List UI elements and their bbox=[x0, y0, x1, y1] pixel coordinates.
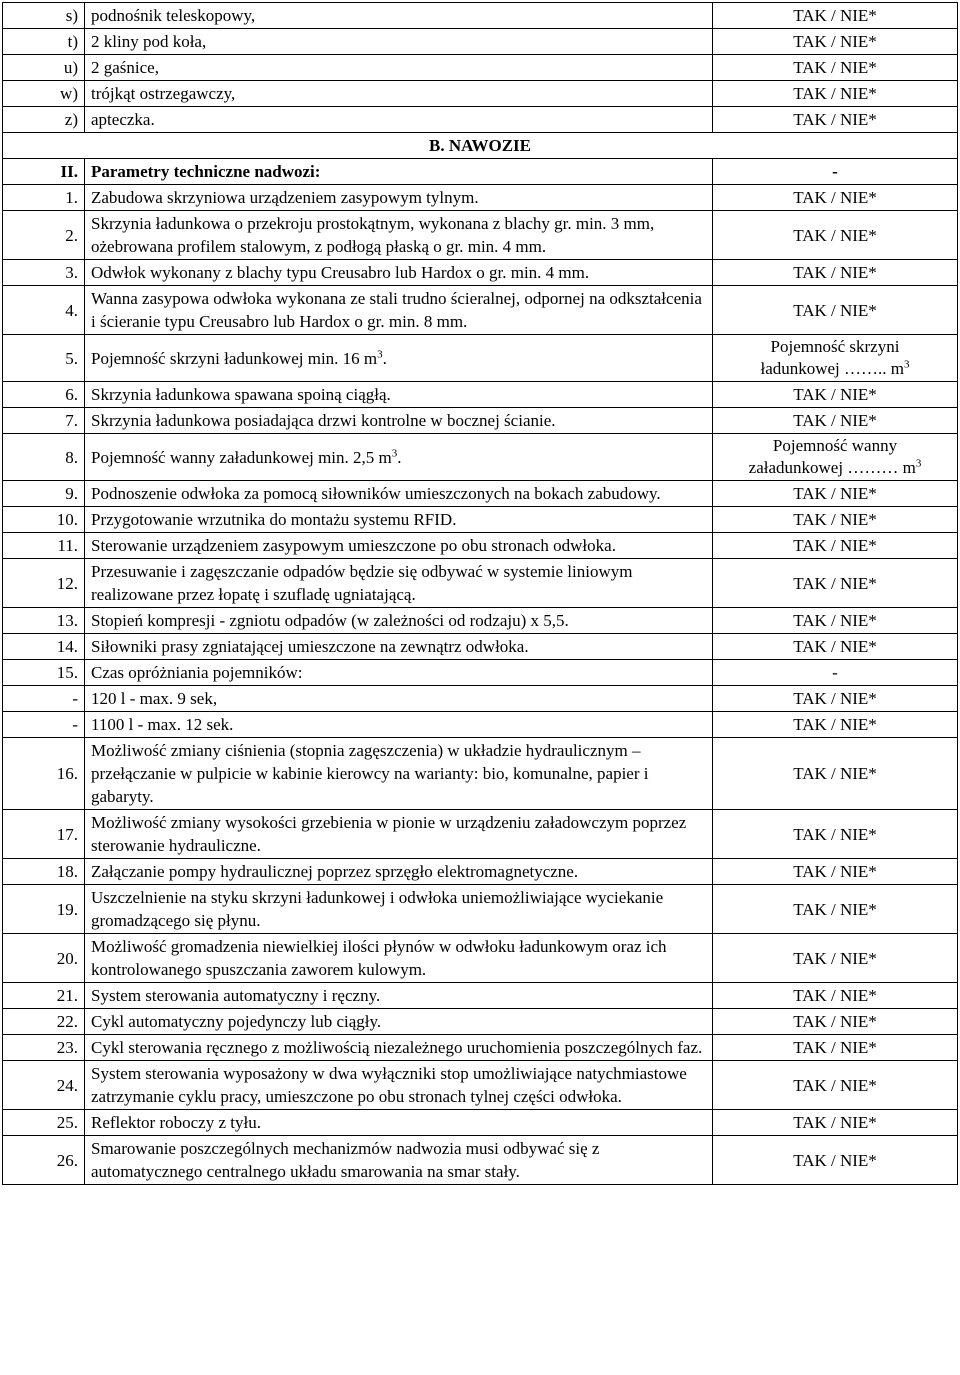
item-description-text: Cykl sterowania ręcznego z możliwością niezależnego uruchomienia poszczególnych faz. bbox=[91, 1038, 703, 1057]
table-row bbox=[3, 211, 958, 260]
item-description bbox=[85, 885, 713, 934]
item-answer: - bbox=[713, 660, 958, 686]
item-number: 20. bbox=[3, 934, 85, 983]
item-number: 9. bbox=[3, 481, 85, 507]
table-row bbox=[3, 686, 958, 712]
item-description-text: trójkąt ostrzegawczy, bbox=[91, 84, 236, 103]
item-description-text: Skrzynia ładunkowa spawana spoiną ciągłą. bbox=[91, 385, 391, 404]
specification-table bbox=[2, 2, 958, 1185]
item-description-text: Możliwość zmiany ciśnienia (stopnia zagęszczenia) w układzie hydraulicznym – przełączanie w pulpicie w kabinie kierowcy na warianty: bio, komunalne, papier i gabaryty. bbox=[91, 741, 649, 806]
table-row bbox=[3, 335, 958, 382]
answer-superscript: 3 bbox=[915, 457, 922, 470]
item-answer: TAK / NIE* bbox=[713, 686, 958, 712]
item-number: 18. bbox=[3, 859, 85, 885]
item-description-text: Sterowanie urządzeniem zasypowym umieszczone po obu stronach odwłoka. bbox=[91, 536, 616, 555]
item-description-text: Pojemność wanny załadunkowej min. 2,5 m bbox=[91, 447, 392, 467]
item-description bbox=[85, 1061, 713, 1110]
item-description bbox=[85, 934, 713, 983]
table-row bbox=[3, 507, 958, 533]
table-row bbox=[3, 81, 958, 107]
item-answer: TAK / NIE* bbox=[713, 1136, 958, 1185]
item-description-text: Parametry techniczne nadwozi: bbox=[91, 162, 321, 181]
table-row bbox=[3, 3, 958, 29]
item-number: 12. bbox=[3, 559, 85, 608]
item-answer: TAK / NIE* bbox=[713, 211, 958, 260]
item-answer: TAK / NIE* bbox=[713, 712, 958, 738]
item-description bbox=[85, 507, 713, 533]
item-answer: TAK / NIE* bbox=[713, 1035, 958, 1061]
item-description bbox=[85, 434, 713, 481]
table-row bbox=[3, 1009, 958, 1035]
item-number: 26. bbox=[3, 1136, 85, 1185]
item-description bbox=[85, 382, 713, 408]
item-number: 10. bbox=[3, 507, 85, 533]
item-description-text: Wanna zasypowa odwłoka wykonana ze stali trudno ścieralnej, odpornej na odkształcenia i ścieranie typu Creusabro lub Hardox o gr. min. 8 mm. bbox=[91, 289, 702, 331]
table-row bbox=[3, 738, 958, 810]
item-description-text: Siłowniki prasy zgniatającej umieszczone na zewnątrz odwłoka. bbox=[91, 637, 529, 656]
table-row bbox=[3, 934, 958, 983]
table-row bbox=[3, 660, 958, 686]
item-answer: TAK / NIE* bbox=[713, 3, 958, 29]
item-description bbox=[85, 1136, 713, 1185]
item-answer: TAK / NIE* bbox=[713, 185, 958, 211]
item-description-text: Reflektor roboczy z tyłu. bbox=[91, 1113, 261, 1132]
table-row bbox=[3, 286, 958, 335]
answer-line-2-text: ładunkowej …….. m bbox=[760, 359, 905, 378]
item-answer: TAK / NIE* bbox=[713, 810, 958, 859]
item-answer: TAK / NIE* bbox=[713, 481, 958, 507]
answer-line-2-text: załadunkowej ……… m bbox=[748, 458, 916, 477]
item-description-text: podnośnik teleskopowy, bbox=[91, 6, 256, 25]
item-answer: TAK / NIE* bbox=[713, 885, 958, 934]
item-description bbox=[85, 686, 713, 712]
table-row bbox=[3, 608, 958, 634]
table-row bbox=[3, 382, 958, 408]
item-number: 16. bbox=[3, 738, 85, 810]
item-answer: TAK / NIE* bbox=[713, 1110, 958, 1136]
answer-superscript: 3 bbox=[904, 358, 910, 371]
item-number: 24. bbox=[3, 1061, 85, 1110]
table-row bbox=[3, 533, 958, 559]
item-answer: TAK / NIE* bbox=[713, 608, 958, 634]
item-number: 8. bbox=[3, 434, 85, 481]
item-description bbox=[85, 859, 713, 885]
item-description-text: 120 l - max. 9 sek, bbox=[91, 689, 218, 708]
item-description bbox=[85, 481, 713, 507]
item-description bbox=[85, 1035, 713, 1061]
item-description-text: 2 kliny pod koła, bbox=[91, 32, 207, 51]
item-description bbox=[85, 29, 713, 55]
item-description-superscript: 3 bbox=[391, 446, 398, 459]
item-description-text: 2 gaśnice, bbox=[91, 58, 159, 77]
item-answer: TAK / NIE* bbox=[713, 260, 958, 286]
item-number: - bbox=[3, 686, 85, 712]
item-description bbox=[85, 533, 713, 559]
item-description bbox=[85, 55, 713, 81]
answer-line-2 bbox=[719, 457, 951, 479]
item-number: 1. bbox=[3, 185, 85, 211]
specification-table-body bbox=[3, 3, 958, 1185]
item-number: 2. bbox=[3, 211, 85, 260]
item-description bbox=[85, 286, 713, 335]
table-row bbox=[3, 1110, 958, 1136]
item-number: 13. bbox=[3, 608, 85, 634]
item-number: 19. bbox=[3, 885, 85, 934]
item-description-superscript: 3 bbox=[377, 347, 383, 360]
item-description-text: System sterowania wyposażony w dwa wyłączniki stop umożliwiające natychmiastowe zatrzymanie cyklu pracy, umieszczone po obu stronach tylnej części odwłoka. bbox=[91, 1064, 687, 1106]
item-answer: TAK / NIE* bbox=[713, 29, 958, 55]
item-number: II. bbox=[3, 159, 85, 185]
item-description-text: Skrzynia ładunkowa posiadająca drzwi kontrolne w bocznej ścianie. bbox=[91, 411, 556, 430]
item-description-text: System sterowania automatyczny i ręczny. bbox=[91, 986, 381, 1005]
item-description-text: Przygotowanie wrzutnika do montażu systemu RFID. bbox=[91, 510, 457, 529]
answer-line-2 bbox=[719, 358, 951, 380]
item-description-text: Możliwość zmiany wysokości grzebienia w pionie w urządzeniu załadowczym poprzez sterowanie hydrauliczne. bbox=[91, 813, 687, 855]
item-description-text: Smarowanie poszczególnych mechanizmów nadwozia musi odbywać się z automatycznego centralnego układu smarowania na smar stały. bbox=[91, 1139, 600, 1181]
table-row bbox=[3, 481, 958, 507]
item-description-text: Podnoszenie odwłoka za pomocą siłowników umieszczonych na bokach zabudowy. bbox=[91, 484, 661, 503]
item-answer: TAK / NIE* bbox=[713, 738, 958, 810]
item-description bbox=[85, 335, 713, 382]
item-number: 6. bbox=[3, 382, 85, 408]
item-answer: TAK / NIE* bbox=[713, 81, 958, 107]
item-description-tail: . bbox=[382, 348, 387, 368]
item-answer bbox=[713, 434, 958, 481]
item-description-text: 1100 l - max. 12 sek. bbox=[91, 715, 234, 734]
answer-line-1: Pojemność skrzyni bbox=[770, 337, 900, 356]
item-answer: TAK / NIE* bbox=[713, 382, 958, 408]
item-number: 3. bbox=[3, 260, 85, 286]
item-description bbox=[85, 107, 713, 133]
item-description-text: Czas opróżniania pojemników: bbox=[91, 663, 303, 682]
item-description bbox=[85, 810, 713, 859]
item-answer: TAK / NIE* bbox=[713, 533, 958, 559]
item-answer: TAK / NIE* bbox=[713, 408, 958, 434]
item-number: t) bbox=[3, 29, 85, 55]
item-answer: TAK / NIE* bbox=[713, 559, 958, 608]
item-description-text: Cykl automatyczny pojedynczy lub ciągły. bbox=[91, 1012, 382, 1031]
item-description-text: Stopień kompresji - zgniotu odpadów (w zależności od rodzaju) x 5,5. bbox=[91, 611, 569, 630]
item-answer: TAK / NIE* bbox=[713, 1009, 958, 1035]
item-number: 17. bbox=[3, 810, 85, 859]
table-row bbox=[3, 133, 958, 159]
answer-line-1: Pojemność wanny bbox=[772, 436, 898, 455]
table-row bbox=[3, 55, 958, 81]
table-row bbox=[3, 859, 958, 885]
item-description-tail: . bbox=[397, 447, 402, 467]
table-row bbox=[3, 634, 958, 660]
item-description bbox=[85, 634, 713, 660]
item-description-text: Zabudowa skrzyniowa urządzeniem zasypowym tylnym. bbox=[91, 188, 479, 207]
item-description-text: Skrzynia ładunkowa o przekroju prostokątnym, wykonana z blachy gr. min. 3 mm, ożebrowana profilem stalowym, z podłogą płaską o gr. min. 4 mm. bbox=[91, 214, 655, 256]
item-description-text: Przesuwanie i zagęszczanie odpadów będzie się odbywać w systemie liniowym realizowane przez łopatę i szufladę ugniatającą. bbox=[91, 562, 633, 604]
item-description-text: Możliwość gromadzenia niewielkiej ilości płynów w odwłoku ładunkowym oraz ich kontrolowanego spuszczania zaworem kulowym. bbox=[91, 937, 667, 979]
table-row bbox=[3, 1061, 958, 1110]
item-number: 7. bbox=[3, 408, 85, 434]
item-number: 21. bbox=[3, 983, 85, 1009]
item-description bbox=[85, 712, 713, 738]
item-answer: TAK / NIE* bbox=[713, 507, 958, 533]
item-answer: TAK / NIE* bbox=[713, 634, 958, 660]
table-row bbox=[3, 559, 958, 608]
table-row bbox=[3, 712, 958, 738]
item-number: 25. bbox=[3, 1110, 85, 1136]
item-description bbox=[85, 159, 713, 185]
item-number: 22. bbox=[3, 1009, 85, 1035]
item-description bbox=[85, 983, 713, 1009]
item-number: 15. bbox=[3, 660, 85, 686]
item-answer: TAK / NIE* bbox=[713, 859, 958, 885]
item-description bbox=[85, 1009, 713, 1035]
item-description bbox=[85, 81, 713, 107]
item-answer: - bbox=[713, 159, 958, 185]
table-row bbox=[3, 159, 958, 185]
item-number: 11. bbox=[3, 533, 85, 559]
item-description-text: Uszczelnienie na styku skrzyni ładunkowej i odwłoka uniemożliwiające wyciekanie gromadzącego się płynu. bbox=[91, 888, 664, 930]
item-description bbox=[85, 608, 713, 634]
item-answer bbox=[713, 335, 958, 382]
item-description bbox=[85, 211, 713, 260]
item-number: 14. bbox=[3, 634, 85, 660]
item-answer: TAK / NIE* bbox=[713, 983, 958, 1009]
item-number: 4. bbox=[3, 286, 85, 335]
table-row bbox=[3, 408, 958, 434]
item-answer: TAK / NIE* bbox=[713, 934, 958, 983]
section-heading: B. NAWOZIE bbox=[3, 133, 958, 159]
item-answer: TAK / NIE* bbox=[713, 1061, 958, 1110]
item-answer: TAK / NIE* bbox=[713, 286, 958, 335]
table-row bbox=[3, 1035, 958, 1061]
table-row bbox=[3, 260, 958, 286]
item-answer: TAK / NIE* bbox=[713, 107, 958, 133]
item-description bbox=[85, 1110, 713, 1136]
item-number: s) bbox=[3, 3, 85, 29]
item-description-text: Odwłok wykonany z blachy typu Creusabro lub Hardox o gr. min. 4 mm. bbox=[91, 263, 590, 282]
item-description-text: Pojemność skrzyni ładunkowej min. 16 m bbox=[91, 348, 378, 368]
table-row bbox=[3, 185, 958, 211]
item-description-text: apteczka. bbox=[91, 110, 155, 129]
item-description bbox=[85, 260, 713, 286]
item-number: 23. bbox=[3, 1035, 85, 1061]
table-row bbox=[3, 885, 958, 934]
item-description bbox=[85, 559, 713, 608]
item-description bbox=[85, 660, 713, 686]
table-row bbox=[3, 434, 958, 481]
item-description bbox=[85, 408, 713, 434]
item-number: u) bbox=[3, 55, 85, 81]
item-description-text: Załączanie pompy hydraulicznej poprzez sprzęgło elektromagnetyczne. bbox=[91, 862, 579, 881]
table-row bbox=[3, 983, 958, 1009]
item-number: z) bbox=[3, 107, 85, 133]
item-answer: TAK / NIE* bbox=[713, 55, 958, 81]
table-row bbox=[3, 107, 958, 133]
item-number: 5. bbox=[3, 335, 85, 382]
item-description bbox=[85, 185, 713, 211]
table-row bbox=[3, 29, 958, 55]
item-number: - bbox=[3, 712, 85, 738]
item-number: w) bbox=[3, 81, 85, 107]
item-description bbox=[85, 3, 713, 29]
table-row bbox=[3, 810, 958, 859]
item-description bbox=[85, 738, 713, 810]
table-row bbox=[3, 1136, 958, 1185]
